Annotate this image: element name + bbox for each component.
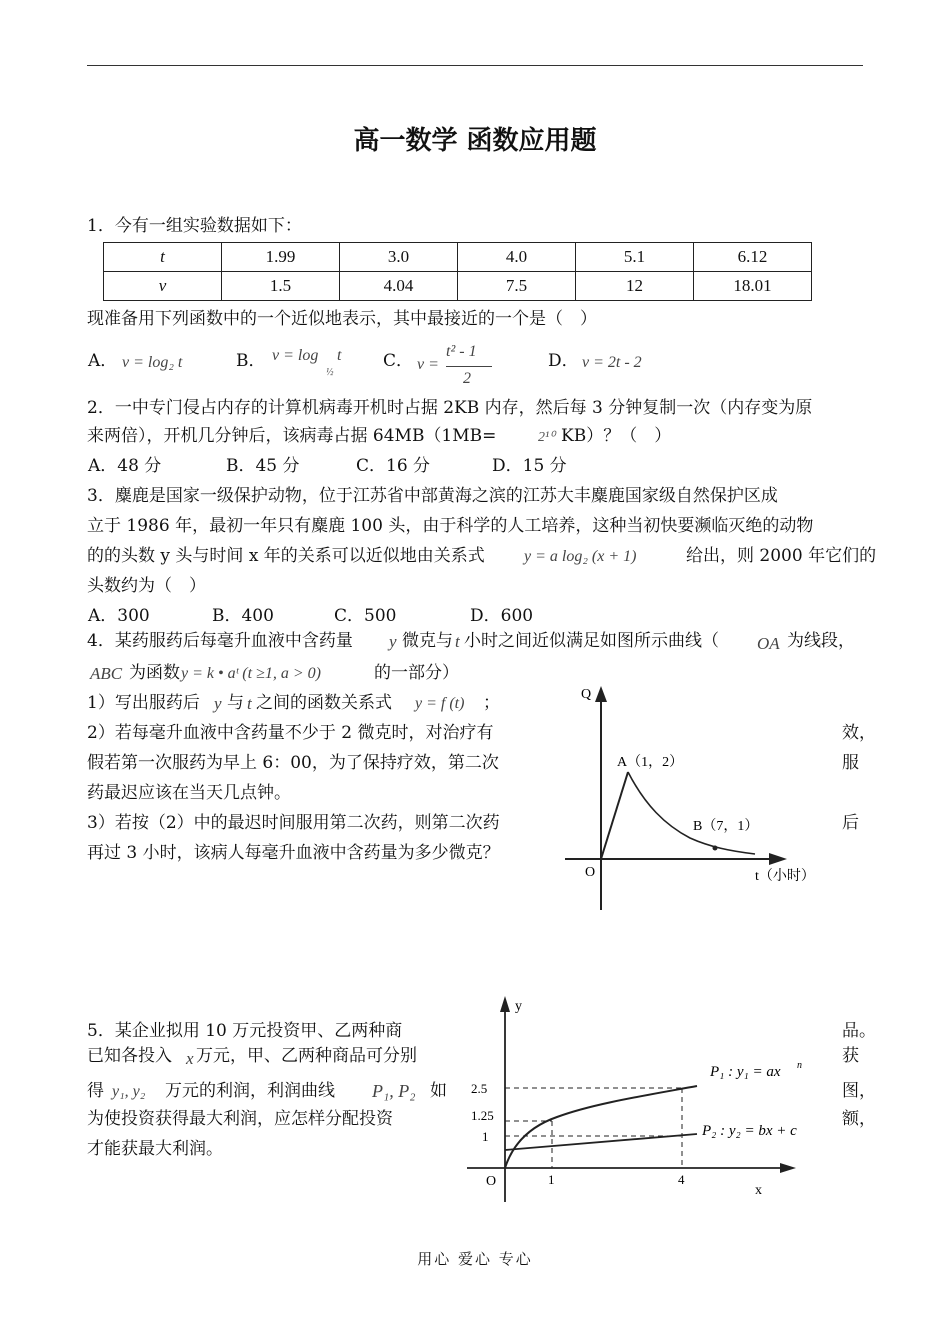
q5-curve-p1 xyxy=(505,1086,697,1168)
q4-s2-line2: 假若第一次服药为早上 6：00，为了保持疗效，第二次 xyxy=(87,753,499,773)
table-cell: 5.1 xyxy=(576,243,694,272)
table-cell: 18.01 xyxy=(694,272,812,301)
q4-line2-abc: ABC xyxy=(90,664,123,683)
table-cell: 3.0 xyxy=(340,243,458,272)
q4-origin-label: O xyxy=(585,865,596,880)
fraction-bar xyxy=(446,366,492,367)
q4-point-b-label: B（7，1） xyxy=(693,819,759,834)
q4-x-arrow-icon xyxy=(769,853,787,865)
q3-option-b: B．400 xyxy=(212,606,274,626)
q4-line2a: 为函数 xyxy=(129,663,180,683)
q5-x-tick: 4 xyxy=(678,1172,685,1187)
q4-line1d: 为线段， xyxy=(787,631,855,651)
q5-line2b: 万元，甲、乙两种商品可分别 xyxy=(196,1046,417,1066)
q2-line2b: KB）？（ ） xyxy=(561,426,672,446)
q4-s1-expr: y = f (t) xyxy=(415,695,465,712)
q1-question: 现准备用下列函数中的一个近似地表示，其中最接近的一个是（ ） xyxy=(87,309,597,329)
q1-option-b-base: ½ xyxy=(326,367,334,378)
q5-line1-end: 品。 xyxy=(842,1021,876,1041)
q3-line1: 3．麋鹿是国家一级保护动物，位于江苏省中部黄海之滨的江苏大丰麋鹿国家级自然保护区成 xyxy=(87,486,778,506)
q4-s1-y: y xyxy=(214,694,222,713)
q3-line4: 头数约为（ ） xyxy=(87,576,206,596)
q4-line1a: 4．某药服药后每毫升血液中含药量 xyxy=(87,631,353,651)
q3-line3-expr: y = a log₂ (x + 1) xyxy=(524,548,637,565)
q2-line1: 2．一中专门侵占内存的计算机病毒开机时占据 2KB 内存，然后每 3 分钟复制一次（内存变为原 xyxy=(87,398,813,418)
table-cell: 7.5 xyxy=(458,272,576,301)
q1-option-b-expr: v = log xyxy=(272,347,319,364)
q4-line1-t: t xyxy=(455,632,460,651)
q3-option-d: D．600 xyxy=(470,606,534,626)
q4-line2-expr: y = k • aᵗ (t ≥1, a > 0) xyxy=(181,665,321,682)
q5-line3-end: 图， xyxy=(842,1081,876,1101)
q1-option-c-denominator: 2 xyxy=(463,370,471,387)
table-cell: 4.04 xyxy=(340,272,458,301)
q2-option-b: B．45 分 xyxy=(226,456,300,476)
q5-line1: 5．某企业拟用 10 万元投资甲、乙两种商 xyxy=(87,1021,403,1041)
q5-y-tick: 1.25 xyxy=(471,1108,494,1123)
q4-line1-oa: OA xyxy=(757,634,780,653)
q2-option-d: D．15 分 xyxy=(492,456,567,476)
q2-line2-power: 2¹⁰ xyxy=(538,430,555,445)
table-cell: 12 xyxy=(576,272,694,301)
table-cell: 4.0 xyxy=(458,243,576,272)
q4-segment-oa xyxy=(601,772,628,859)
q5-line5: 才能获最大利润。 xyxy=(87,1139,223,1159)
q1-option-a-expr: v = log₂ t xyxy=(122,354,183,371)
q4-line1b: 微克与 xyxy=(402,631,453,651)
q5-y-axis-label: y xyxy=(515,999,522,1014)
q2-option-a: A．48 分 xyxy=(88,456,162,476)
q4-s1-t: t xyxy=(247,694,252,713)
q1-option-c-lhs: v = xyxy=(417,356,439,373)
q4-drug-graph xyxy=(555,680,830,912)
q4-s3-line1: 3）若按（2）中的最迟时间服用第二次药，则第二次药 xyxy=(87,813,500,833)
q4-s2-line2-end: 服 xyxy=(842,753,859,773)
q2-line2a: 来两倍），开机几分钟后，该病毒占据 64MB（1MB= xyxy=(87,426,497,446)
q5-line3b: 万元的利润，利润曲线 xyxy=(165,1081,335,1101)
q3-option-a: A．300 xyxy=(88,606,150,626)
q1-option-a-label: A． xyxy=(88,351,118,371)
q4-line1-y: y xyxy=(389,632,397,651)
q5-line3-p: P₁, P₂ xyxy=(372,1081,416,1101)
q4-s3-line2: 再过 3 小时，该病人每毫升血液中含药量为多少微克？ xyxy=(87,843,500,863)
q4-curve-abc xyxy=(628,772,755,854)
q5-x-tick: 1 xyxy=(548,1172,555,1187)
q4-point-b-marker xyxy=(713,846,718,851)
q1-option-b-arg: t xyxy=(337,347,342,364)
q3-line3b: 给出，则 2000 年它们的 xyxy=(686,546,877,566)
table-row xyxy=(104,272,812,301)
q4-s2-line1: 2）若每毫升血液中含药量不少于 2 微克时，对治疗有 xyxy=(87,723,494,743)
q4-y-arrow-icon xyxy=(595,686,607,702)
q4-s1d: ； xyxy=(483,693,500,713)
q5-y-tick: 2.5 xyxy=(471,1081,488,1096)
q5-line3c: 如 xyxy=(430,1081,447,1101)
q5-line2a: 已知各投入 xyxy=(87,1046,172,1066)
q4-s1b: 与 xyxy=(227,693,244,713)
table-cell: v xyxy=(104,272,222,301)
page-title: 高一数学 函数应用题 xyxy=(353,126,597,156)
q1-option-c-numerator: t² - 1 xyxy=(446,343,477,360)
q3-line3a: 的的头数 y 头与时间 x 年的关系可以近似地由关系式 xyxy=(87,546,485,566)
table-cell: 6.12 xyxy=(694,243,812,272)
q4-y-axis-label: Q xyxy=(581,687,592,702)
header-rule xyxy=(87,65,863,66)
table-cell: t xyxy=(104,243,222,272)
page-footer: 用心 爱心 专心 xyxy=(417,1250,533,1268)
q1-option-b-label: B． xyxy=(236,351,266,371)
q4-s1c: 之间的函数关系式 xyxy=(256,693,392,713)
q4-line2b: 的一部分） xyxy=(374,663,459,683)
q5-line3-y: y₁, y₂ xyxy=(112,1083,146,1100)
q5-line3a: 得 xyxy=(87,1081,104,1101)
q5-p1-label: P₁ : y₁ = ax xyxy=(710,1064,781,1080)
q5-x-arrow-icon xyxy=(780,1163,796,1173)
q5-line4-end: 额， xyxy=(842,1109,876,1129)
table-row xyxy=(104,243,812,272)
q5-line4: 为使投资获得最大利润，应怎样分配投资 xyxy=(87,1109,393,1129)
q4-point-a-label: A（1，2） xyxy=(617,755,684,770)
q4-line1c: 小时之间近似满足如图所示曲线（ xyxy=(464,631,719,651)
q5-p1-exponent: n xyxy=(797,1060,802,1071)
q4-s2-line3: 药最迟应该在当天几点钟。 xyxy=(87,783,291,803)
q3-line2: 立于 1986 年，最初一年只有麋鹿 100 头，由于科学的人工培养，这种当初快要濒临灭绝的动物 xyxy=(87,516,814,536)
table-cell: 1.99 xyxy=(222,243,340,272)
q5-x-axis-label: x xyxy=(755,1183,762,1198)
q2-option-c: C．16 分 xyxy=(356,456,431,476)
q4-s2-line1-end: 效， xyxy=(842,723,876,743)
q3-option-c: C．500 xyxy=(334,606,397,626)
q1-stem: 1．今有一组实验数据如下： xyxy=(87,216,302,236)
q1-option-c-label: C． xyxy=(383,351,414,371)
q5-origin-label: O xyxy=(486,1174,497,1189)
q5-line2-x: x xyxy=(186,1049,194,1068)
q5-y-tick: 1 xyxy=(482,1129,489,1144)
q4-s1a: 1）写出服药后 xyxy=(87,693,200,713)
q5-profit-graph xyxy=(462,990,812,1205)
table-cell: 1.5 xyxy=(222,272,340,301)
q4-x-axis-label: t（小时） xyxy=(755,869,815,884)
q1-data-table xyxy=(103,242,812,301)
q4-s3-line1-end: 后 xyxy=(842,813,859,833)
q1-option-d-label: D． xyxy=(548,351,579,371)
q5-y-arrow-icon xyxy=(500,996,510,1012)
q1-option-d-expr: v = 2t - 2 xyxy=(582,354,642,371)
q5-p2-label: P₂ : y₂ = bx + c xyxy=(702,1123,797,1139)
q5-line2-end: 获 xyxy=(842,1046,859,1066)
